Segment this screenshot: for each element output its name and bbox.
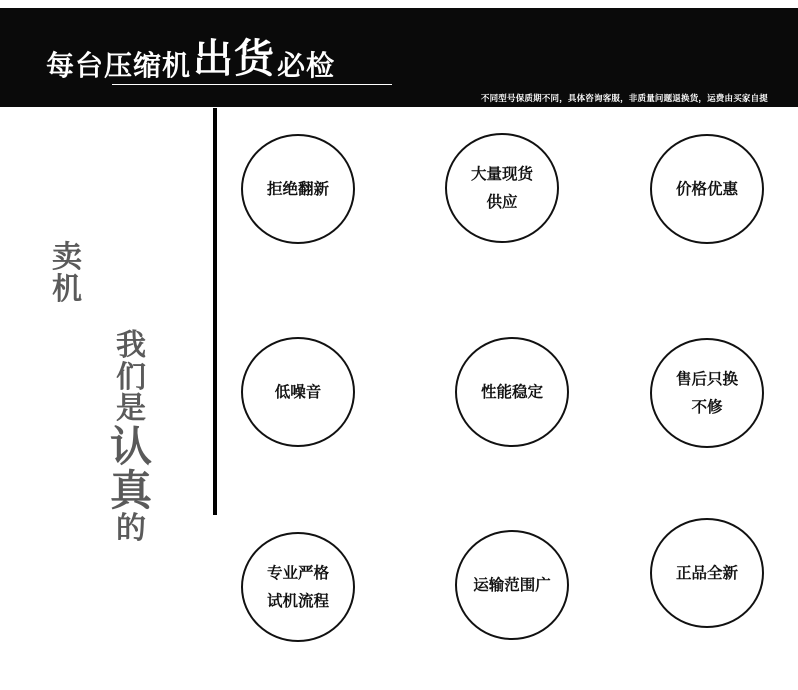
feature-circle-replace-not-repair [650,338,764,448]
feature-text: 性能稳定 [480,383,543,401]
feature-circle-strict-testing [241,532,355,642]
vertical-char: 机 [52,271,82,307]
banner-subtitle: 不同型号保质期不同，具体咨询客服，非质量问题退换货，运费由买家自提 [480,94,768,104]
vertical-char: 认 [110,421,153,471]
vertical-char: 的 [116,510,146,546]
we-are-serious-vertical-text [110,330,152,544]
feature-text: 售后只换 [675,370,738,388]
banner-title [46,30,335,84]
feature-circle-wide-shipping [455,530,569,640]
vertical-char: 真 [110,465,153,515]
feature-text: 价格优惠 [675,180,738,198]
feature-circle-price-discount [650,134,764,244]
sell-machine-vertical-text [52,242,82,305]
feature-circle-genuine-new [650,518,764,628]
feature-circle-stock-supply [445,133,559,243]
vertical-char: 们 [116,359,146,395]
feature-text: 不修 [691,398,723,416]
feature-text: 运输范围广 [473,576,551,594]
vertical-char: 是 [116,391,146,426]
feature-text: 拒绝翻新 [266,180,329,198]
feature-text: 正品全新 [675,564,738,582]
top-banner [0,8,798,107]
vertical-char: 卖 [52,240,82,275]
banner-underline [112,84,392,85]
feature-text: 专业严格 [266,564,329,582]
banner-title-highlight: 出货 [193,36,276,82]
feature-text: 低噪音 [274,383,322,401]
banner-title-part1: 每台压缩机 [46,49,192,82]
feature-text: 大量现货 [470,165,533,183]
feature-text: 供应 [486,193,518,211]
banner-title-part2: 必检 [277,49,336,82]
feature-circle-no-refurbish [241,134,355,244]
vertical-divider [213,108,217,515]
feature-circle-stable-performance [455,337,569,447]
feature-circle-low-noise [241,337,355,447]
feature-text: 试机流程 [266,592,329,610]
vertical-char: 我 [116,328,146,363]
